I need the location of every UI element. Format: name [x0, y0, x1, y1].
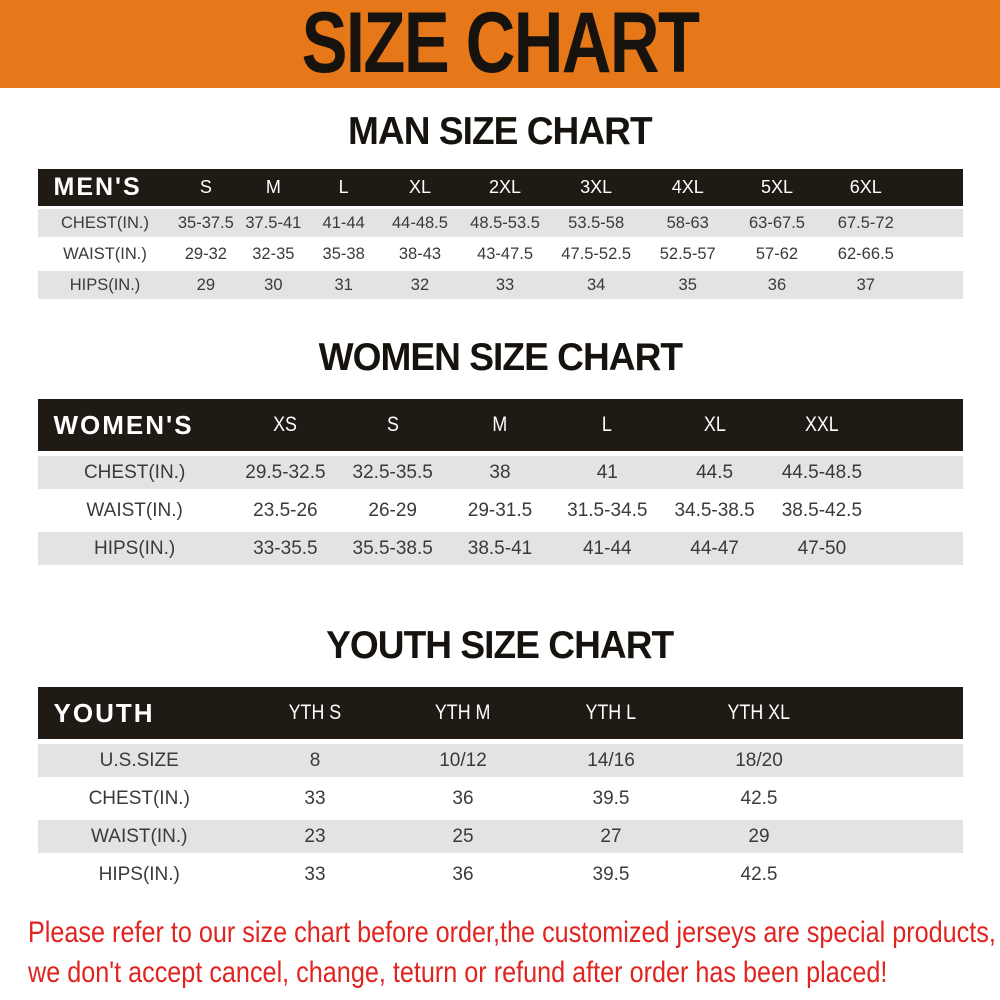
table-cell: M	[492, 413, 508, 436]
table-row	[38, 240, 963, 268]
youth-size-chart-heading: YOUTH SIZE CHART	[326, 624, 674, 667]
table-cell: 31.5-34.5	[567, 499, 648, 521]
table-cell	[833, 820, 963, 853]
table-cell	[833, 687, 963, 739]
table-cell: WOMEN'S	[53, 409, 194, 440]
table-cell: 4XL	[671, 177, 704, 197]
table-cell: CHEST(IN.)	[61, 213, 150, 232]
table-cell	[911, 169, 963, 206]
table-cell: 32	[410, 275, 430, 294]
table-row	[38, 858, 963, 891]
table-cell: 33-35.5	[253, 537, 318, 559]
table-cell: 23	[304, 825, 326, 847]
table-cell	[876, 456, 963, 489]
table-cell: 25	[452, 825, 474, 847]
table-cell: U.S.SIZE	[99, 749, 179, 771]
table-cell: 35-37.5	[177, 213, 234, 232]
table-cell: 26-29	[368, 499, 417, 521]
table-cell: 47-50	[797, 537, 847, 559]
table-cell: CHEST(IN.)	[88, 787, 190, 809]
table-cell: 44.5-48.5	[781, 461, 863, 483]
table-cell: 48.5-53.5	[470, 213, 540, 232]
table-cell: 36	[767, 275, 787, 294]
table-cell: S	[386, 413, 399, 436]
table-cell: 52.5-57	[659, 244, 716, 263]
table-cell: XXL	[805, 413, 839, 436]
men-size-table	[38, 166, 963, 302]
table-cell: 36	[452, 787, 474, 809]
table-cell	[876, 399, 963, 451]
table-cell: 37.5-41	[245, 213, 302, 232]
header-row	[38, 399, 963, 451]
table-cell: 41-44	[322, 213, 365, 232]
women-size-chart-heading: WOMEN SIZE CHART	[318, 336, 682, 379]
table-cell: S	[199, 177, 212, 197]
table-cell: 43-47.5	[477, 244, 534, 263]
table-cell: 33	[304, 787, 326, 809]
table-row	[38, 744, 963, 777]
banner	[0, 0, 1000, 91]
table-cell: 29	[196, 275, 216, 294]
table-row	[38, 820, 963, 853]
table-cell: 57-62	[755, 244, 799, 263]
table-cell: YTH M	[435, 701, 491, 724]
table-cell: 29	[748, 825, 770, 847]
table-cell: 53.5-58	[568, 213, 625, 232]
table-cell: 14/16	[587, 749, 635, 771]
table-cell: YTH XL	[727, 701, 791, 724]
table-cell: 38-43	[398, 244, 442, 263]
table-cell: 35	[678, 275, 697, 294]
table-cell: 44-48.5	[391, 213, 448, 232]
women-size-table	[38, 394, 963, 570]
table-cell	[911, 271, 963, 299]
table-cell: 35.5-38.5	[352, 537, 433, 559]
table-cell: 32-35	[252, 244, 295, 263]
table-cell: WAIST(IN.)	[91, 825, 188, 847]
header-row	[38, 169, 963, 206]
table-cell	[833, 858, 963, 891]
table-cell: 23.5-26	[253, 499, 318, 521]
table-cell: 32.5-35.5	[352, 461, 433, 483]
table-cell: YTH S	[288, 701, 342, 724]
table-cell: 42.5	[740, 787, 778, 809]
table-cell: 44-47	[690, 537, 739, 559]
table-cell	[833, 782, 963, 815]
table-row	[38, 456, 963, 489]
table-cell: XL	[408, 177, 431, 197]
disclaimer-line-1: Please refer to our size chart before order,the customized jerseys are special products,	[28, 916, 996, 949]
table-cell	[876, 532, 963, 565]
table-cell: 67.5-72	[837, 213, 894, 232]
table-cell: 39.5	[592, 863, 630, 885]
table-row	[38, 782, 963, 815]
table-row	[38, 494, 963, 527]
table-cell: HIPS(IN.)	[98, 863, 180, 885]
youth-size-table	[38, 682, 963, 896]
table-cell: 42.5	[740, 863, 778, 885]
header-row	[38, 687, 963, 739]
table-cell: 18/20	[735, 749, 783, 771]
table-cell: 35-38	[322, 244, 365, 263]
table-cell: 2XL	[489, 177, 522, 197]
disclaimer	[28, 916, 1000, 996]
table-row	[38, 271, 963, 299]
table-cell: 47.5-52.5	[561, 244, 632, 263]
table-cell: YOUTH	[53, 697, 155, 728]
table-cell: 29-32	[184, 244, 227, 263]
table-cell: 8	[309, 749, 321, 771]
table-cell: 29.5-32.5	[245, 461, 326, 483]
table-cell	[911, 209, 963, 237]
table-cell: 33	[495, 275, 515, 294]
table-cell: 31	[334, 275, 353, 294]
table-cell: M	[265, 177, 281, 197]
table-cell: WAIST(IN.)	[63, 244, 147, 263]
table-cell: CHEST(IN.)	[83, 461, 186, 483]
size-chart-title: SIZE CHART	[301, 0, 699, 91]
table-cell: 30	[264, 275, 283, 294]
table-cell: 33	[304, 863, 326, 885]
table-cell: XL	[703, 413, 726, 436]
table-cell	[833, 744, 963, 777]
table-cell: 38.5-41	[467, 537, 533, 559]
table-row	[38, 209, 963, 237]
table-cell: HIPS(IN.)	[93, 537, 176, 559]
table-cell: 38	[489, 461, 511, 483]
table-cell: WAIST(IN.)	[86, 499, 183, 521]
disclaimer-line-2: we don't accept cancel, change, teturn or refund after order has been placed!	[28, 956, 888, 989]
table-cell: XS	[273, 413, 298, 436]
table-cell: 5XL	[760, 177, 793, 197]
table-cell: 37	[856, 275, 875, 294]
table-cell: 27	[600, 825, 622, 847]
table-cell: HIPS(IN.)	[69, 275, 141, 294]
table-cell	[876, 494, 963, 527]
table-cell: 62-66.5	[837, 244, 894, 263]
table-cell: L	[338, 177, 349, 197]
table-cell: MEN'S	[53, 173, 142, 201]
table-cell: 41	[596, 461, 618, 483]
table-cell: 34	[586, 275, 606, 294]
table-cell: 63-67.5	[749, 213, 805, 232]
table-cell: 10/12	[439, 749, 487, 771]
table-cell: 6XL	[849, 177, 882, 197]
table-cell: 38.5-42.5	[781, 499, 863, 521]
table-cell	[911, 240, 963, 268]
table-cell: 39.5	[592, 787, 630, 809]
table-row	[38, 532, 963, 565]
table-cell: L	[602, 413, 613, 436]
table-cell: 44.5	[696, 461, 734, 483]
table-cell: 29-31.5	[467, 499, 533, 521]
table-cell: 3XL	[580, 177, 613, 197]
table-cell: 41-44	[582, 537, 632, 559]
table-cell: 34.5-38.5	[674, 499, 755, 521]
table-cell: 58-63	[666, 213, 709, 232]
table-cell: 36	[452, 863, 474, 885]
man-size-chart-heading: MAN SIZE CHART	[348, 110, 652, 153]
table-cell: YTH L	[585, 701, 637, 724]
